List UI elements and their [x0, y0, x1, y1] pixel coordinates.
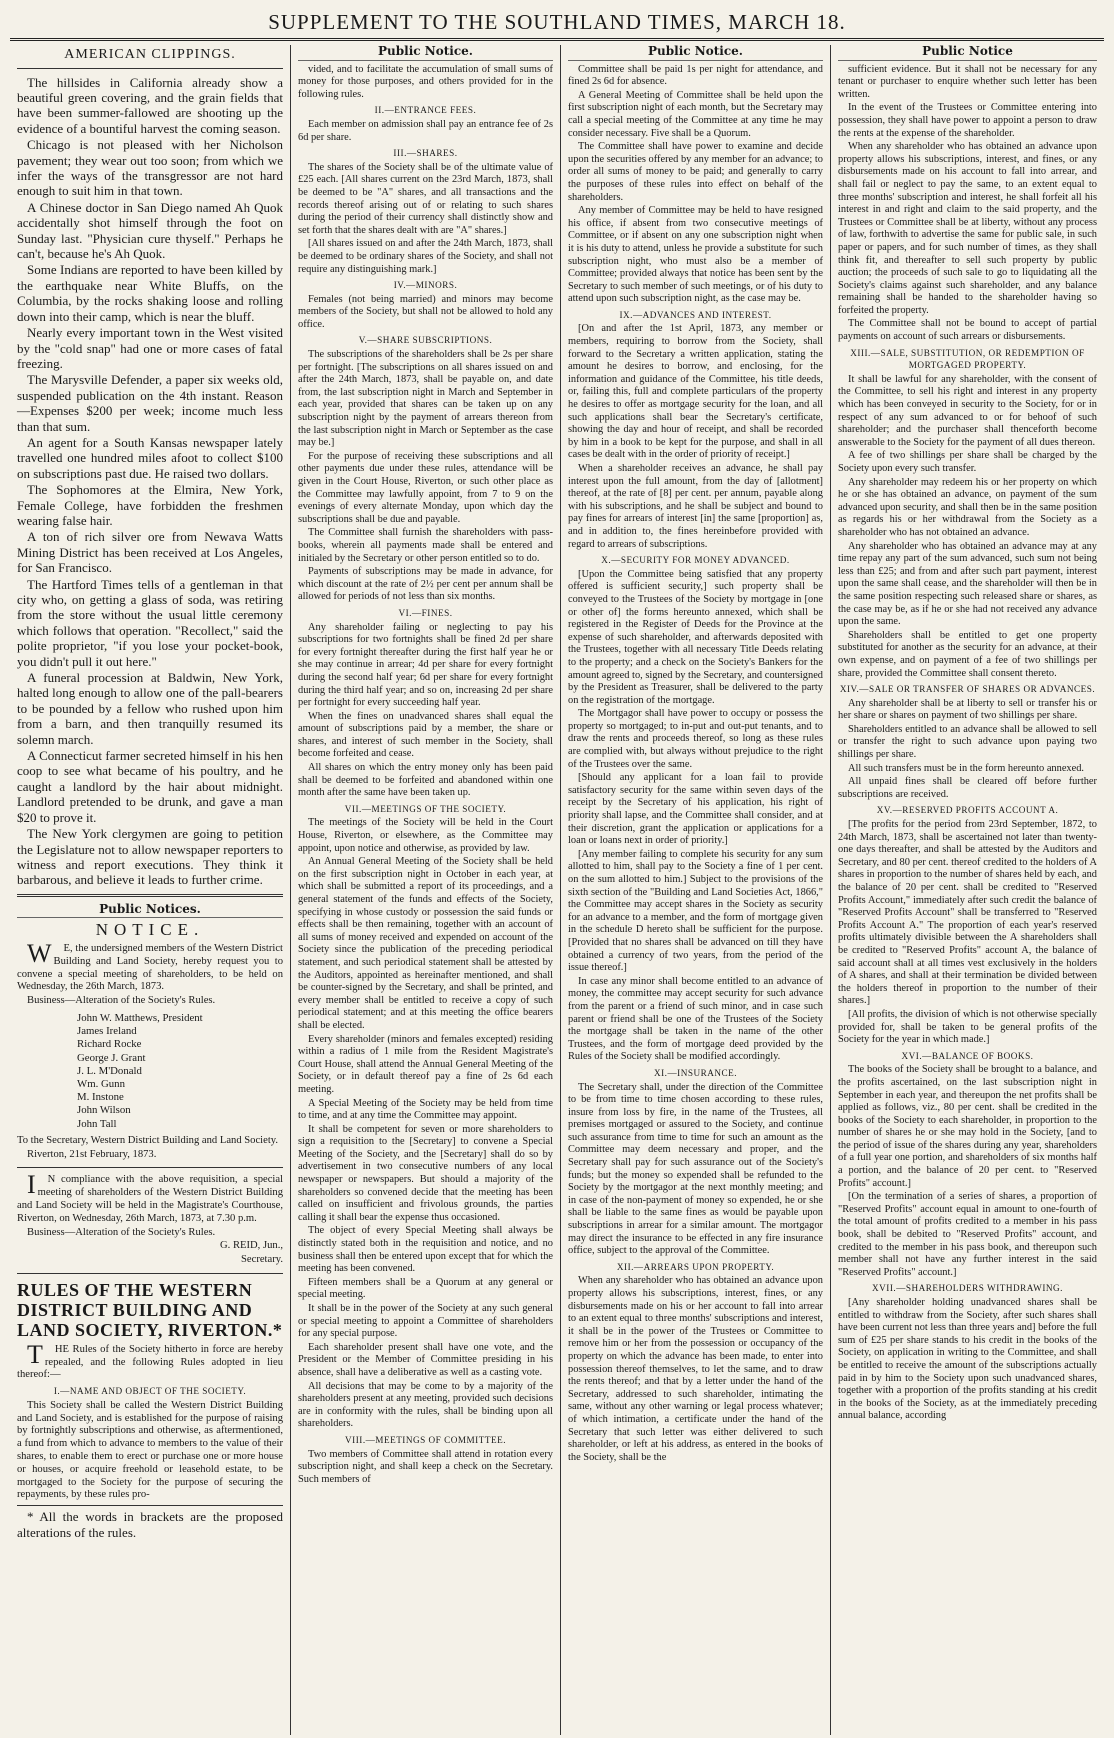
rule-paragraph: sufficient evidence. But it shall not be necessary for any tenant or purchaser to enquire whether such letter has been written. — [838, 63, 1097, 100]
clipping-paragraph: Some Indians are reported to have been killed by the earthquake near White Bluffs, on the Columbia, by the rocks shaking loose and rolling down into their camp, which is near the bluff. — [17, 262, 283, 324]
rule-1-heading: I.—NAME AND OBJECT OF THE SOCIETY. — [53, 1386, 247, 1397]
rule-paragraph: It shall be in the power of the Society at any such general or special meeting to appoint a Committee of shareholders for any special purpose. — [298, 1303, 553, 1340]
rule-paragraph: The Committee shall not be bound to accept of partial payments on account of such arrears or disbursements. — [838, 318, 1097, 343]
rule-section-heading: II.—ENTRANCE FEES. — [374, 105, 477, 116]
signatory-name: John Tall — [77, 1117, 117, 1130]
rule-paragraph: [All profits, the division of which is not otherwise specially provided for, shall be taken to be general profits of the Society for the year in which made.] — [838, 1008, 1097, 1046]
rule-paragraph: The books of the Society shall be brought to a balance, and the profits ascertained, on the last subscription night in September in each year, and thereupon the net profits shall be applied as follows, viz., 80 per cent. shall be credited in the books of the Society to each shareholder, in proportion to the number of shares he or she may hold in the Society, [and to the period of issue of the shares during any year, shareholders of a full year one portion, and shareholders of six months half a portion, and the balance of 20 per cent. to "Reserved Profits" account.] — [838, 1064, 1097, 1189]
rule-paragraph: Each member on admission shall pay an entrance fee of 2s 6d per share. — [298, 118, 553, 143]
rule-paragraph: Committee shall be paid 1s per night for attendance, and fined 2s 6d for absence. — [568, 63, 823, 88]
rule-paragraph: A Special Meeting of the Society may be held from time to time, and at any time the Committee may appoint. — [298, 1097, 553, 1122]
clipping-paragraph: An agent for a South Kansas newspaper lately travelled one hundred miles afoot to collect $100 on subscriptions past due. He raised two dollars. — [17, 434, 283, 481]
rule-section-heading: XII.—ARREARS UPON PROPERTY. — [616, 1261, 775, 1272]
rule-paragraph: Payments of subscriptions may be made in advance, for which discount at the rate of 2½ per cent per annum shall be allowed for periods of not less than six months. — [298, 566, 553, 603]
rule-section-heading: XI.—INSURANCE. — [653, 1067, 738, 1078]
clipping-paragraph: Chicago is not pleased with her Nicholson pavement; they wear out too soon; from which we infer the ways of the transgressor are not hard enough to suit him in that town. — [17, 137, 283, 199]
clipping-paragraph: A funeral procession at Baldwin, New York, halted long enough to allow one of the pall-bearers to be pounded by a fellow who rushed upon him from a barn, and then tranquilly resumed its solemn march. — [17, 670, 283, 747]
notice-body: WE, the undersigned members of the Western District Building and Land Society, hereby request you to convene a special meeting of shareholders, to be held on Wednesday, the 26th March, 1873. — [17, 938, 283, 993]
column-4-body — [838, 64, 1097, 1423]
rule-paragraph: When any shareholder who has obtained an advance upon property allows his subscriptions, interest, fines, or any disbursements made on his or her account to fall into arrear to an extent equal to three months' subscriptions and interest, it shall be in the power of the Trustees or Committee to remove him or her from the possession or occupancy of the property on which the advance has been made, to enter into possession thereof themselves, to let the same, and to draw the rents thereof; and that by a letter under the hand of the Secretary, addressed to such shareholder, intimating the same, without any other warning or legal process whatever; of which intimation, a certificate under the hand of the Secretary that such letter was either delivered to such shareholder, or left at his address, as entered in the books of the Society, shall be the — [568, 1275, 823, 1463]
rule-paragraph: All decisions that may be come to by a majority of the shareholders present at any meeting, provided such decisions are in conformity with the rules, shall be binding upon all shareholders. — [298, 1380, 553, 1430]
rule-section-heading: III.—SHARES. — [393, 148, 458, 159]
clipping-paragraph: The hillsides in California already show a beautiful green covering, and the grain fields that have been summer-fallowed are shooting up the evidence of a bountiful harvest the coming season. — [17, 74, 283, 136]
rule-paragraph: A fee of two shillings per share shall be charged by the Society upon every such transfer. — [838, 450, 1097, 474]
rule-paragraph: [Upon the Committee being satisfied that any property offered is sufficient security,] such property shall be conveyed to the Trustees of the Society by mortgage in [one or other of] the forms hereunto annexed, which shall be registered in the Register of Deeds for the Province at the expense of such shareholder, and afterwards deposited with the Trustees, together with all necessary Title Deeds relating to the property; and a check on the Society's Bankers for the amount agreed to, signed by the Secretary, and countersigned by the President as Treasurer, shall be delivered to the party on the registration of the mortgage. — [568, 568, 823, 706]
rule-paragraph: The shares of the Society shall be of the ultimate value of £25 each. [All shares current on the 23rd March, 1873, shall be deemed to be "A" shares, and all transactions and the records thereof arising out of or relating to such shares during the period of their currency shall distinctly show and set forth that the shares dealt with are "A" shares.] — [298, 161, 553, 236]
rule-paragraph: For the purpose of receiving these subscriptions and all other payments due under these rules, attendance will be given in the Court House, Riverton, or such other place as the Committee may lawfully appoint, from 7 to 9 on the evenings of every alternate Monday, upon which day the subscriptions shall be due and payable. — [298, 450, 553, 525]
masthead-rule — [10, 38, 1104, 41]
public-notice-heading: Public Notice. — [298, 45, 553, 61]
signed-name: G. REID, Jun., — [220, 1240, 283, 1252]
column-2 — [290, 45, 560, 1735]
clipping-paragraph: A Chinese doctor in San Diego named Ah Quok accidentally shot himself through the foot on Sunday last. "Physician cure thyself." Perhaps he can't, because he's Ah Quok. — [17, 199, 283, 262]
rule-section-heading: VII.—MEETINGS OF THE SOCIETY. — [344, 803, 507, 814]
rule-section-heading: XVI.—BALANCE OF BOOKS. — [901, 1050, 1034, 1061]
rule-paragraph: The subscriptions of the shareholders shall be 2s per share per fortnight. [The subscriptions on all shares issued on and after the 24th March, 1873, shall be payable on, and date from, the last subscription night in March and September in each year, provided that shares can be taken up on any subscription night by the payment of arrears thereon from the last subscription night in March or September as the case may be.] — [298, 349, 553, 449]
clipping-paragraph: The New York clergymen are going to petition the Legislature not to allow newspaper reporters to witness and report executions. They think it barbarous, and believe it leads to further crime. — [17, 826, 283, 888]
masthead: SUPPLEMENT TO THE SOUTHLAND TIMES, MARCH 18. — [268, 10, 846, 34]
signatory-name: James Ireland — [77, 1025, 137, 1038]
column-1 — [10, 45, 290, 1735]
rule-paragraph: In the event of the Trustees or Committee entering into possession, they shall have power to appoint a person to draw the rents at the expense of the shareholder. — [838, 102, 1097, 139]
rules-intro: THE Rules of the Society hitherto in force are hereby repealed, and the following Rules adopted in lieu thereof:— — [17, 1339, 283, 1381]
notice-title: NOTICE. — [95, 920, 205, 940]
clipping-paragraph: A Connecticut farmer secreted himself in his hen coop to see what became of his poultry, and he caught a landlord by the hair about midnight. Landlord pretended to be drunk, and gave a man $20 to prove it. — [17, 748, 283, 825]
signatory-name: George J. Grant — [77, 1051, 146, 1064]
rule-section-heading: XIII.—SALE, SUBSTITUTION, OR REDEMPTION OF MORTGAGED PROPERTY. — [850, 347, 1085, 371]
rule-paragraph: Shareholders shall be entitled to get one property substituted for another as the security for an advance, at their own expense, and on payment of a fee of two shillings per share, provided the Committee shall consent thereto. — [838, 629, 1097, 679]
rule-paragraph: [On and after the 1st April, 1873, any member or members, requiring to borrow from the Society, shall forward to the Secretary a written application, stating the amount he desires to borrow, and enclosing, for the information and guidance of the Committee, his title deeds, or, failing this, full and complete particulars of the property he desires to offer as mortgage security for the loan, and all such applications shall bear the Secretary's certificate, showing the day and hour of receipt, and shall be recorded by him in a book to be kept for the purpose, and shall in all cases be dealt with in the order of priority of receipt.] — [568, 323, 823, 461]
rule-paragraph: It shall be competent for seven or more shareholders to sign a requisition to the [Secretary] to convene a Special Meeting of the Society, and the [Secretary] shall do so by advertisement in two consecutive numbers of any local newspaper or newspapers. But should a majority of the shareholders so convened decide that the meeting has been called on insufficient and frivolous grounds, the parties calling it shall bear the expense thus occasioned. — [298, 1123, 553, 1223]
rule-section-heading: IV.—MINORS. — [393, 280, 458, 291]
rule-paragraph: [All shares issued on and after the 24th March, 1873, shall be deemed to be ordinary shares of the Society, and shall not require any distinguishing mark.] — [298, 238, 553, 275]
public-notice-heading: Public Notice — [838, 45, 1097, 61]
rule-section-heading: XVII.—SHAREHOLDERS WITHDRAWING. — [872, 1283, 1063, 1294]
clipping-paragraph: Nearly every important town in the West visited by the "cold snap" had one or more cases of fatal freezing. — [17, 325, 283, 371]
rule-paragraph: Fifteen members shall be a Quorum at any general or special meeting. — [298, 1276, 553, 1301]
public-notice-heading: Public Notice. — [568, 45, 823, 61]
signatory-name: Richard Rocke — [77, 1038, 142, 1051]
rule-section-heading: X.—SECURITY FOR MONEY ADVANCED. — [601, 555, 790, 566]
signed-role: Secretary. — [241, 1254, 283, 1266]
rule-paragraph: Females (not being married) and minors may become members of the Society, but shall not be allowed to hold any office. — [298, 293, 553, 330]
rule-paragraph: When a shareholder receives an advance, he shall pay interest upon the full amount, from the day of [allotment] thereof, at the rate of [8] per cent. per annum, payable along with his subscriptions, and he shall be subject and bound to pay fines for arrears of interest [in] the same [proportion] as, and in addition to, the fines hereinbefore provided with regard to arrears of subscriptions. — [568, 463, 823, 550]
rule-paragraph: When any shareholder who has obtained an advance upon property allows his subscriptions, interest, and fines, or any disbursements made on his account to fall into arrear, and shall fail or neglect to pay the same, to an extent equal to three months' subscription and interest, he shall forfeit all his interest in and right and claim to the said property, and the Trustees or Committee shall be at liberty, without any process of law, forthwith to advertise the same for public sale, in such paper or papers, and for such number of times, as they shall think fit, and thereafter to sell such property by public auction; the proceeds of such sale to go to liquidating all the Society's claims against such shareholder, and any balance remaining shall be handed to the shareholder having so forfeited the property. — [838, 141, 1097, 316]
rule-paragraph: Shareholders entitled to an advance shall be allowed to sell or transfer the right to such advance upon paying two shillings per share. — [838, 723, 1097, 761]
signatory-name: M. Instone — [77, 1091, 124, 1104]
signatory-name: John Wilson — [77, 1104, 131, 1117]
rule-paragraph: Any shareholder failing or neglecting to pay his subscriptions for two fortnights shall be fined 2d per share for every fortnight thereafter during the first half year he or she may continue in arrear; 4d per share for every fortnight during the second half year; 6d per share for every fortnight during the third half year; and so on, increasing 2d per share per fortnight for every succeeding half year. — [298, 621, 553, 709]
rule-paragraph: All unpaid fines shall be cleared off before further subscriptions are received. — [838, 776, 1097, 800]
signatory-name: J. L. M'Donald — [77, 1064, 142, 1077]
rule-section-heading: VI.—FINES. — [398, 607, 453, 618]
rule-paragraph: The meetings of the Society will be held in the Court House, Riverton, or elsewhere, as the Committee may appoint, upon notice and otherwise, as provided by law. — [298, 817, 553, 854]
column-3 — [560, 45, 830, 1735]
rule-paragraph: Two members of Committee shall attend in rotation every subscription night, and shall keep a check on the Secretary. Such members of — [298, 1448, 553, 1485]
rule-paragraph: All such transfers must be in the form hereunto annexed. — [848, 762, 1085, 774]
rule-paragraph: [Any member failing to complete his security for any sum allotted to him, shall pay to the Society a fine of 1 per cent. on the sum allotted to him.] Subject to the provisions of the sixth section of the "Building and Land Societies Act, 1866," the Committee may accept shares in the Society as security for an advance to a member, and the form of mortgage given in the schedule D hereto shall be sufficient for the purpose. [Provided that no shares shall be advanced on till they have obtained a currency of two years, from the period of the issue thereof.] — [568, 848, 823, 974]
rule-section-heading: XIV.—SALE OR TRANSFER OF SHARES OR ADVANCES. — [839, 684, 1096, 695]
rule-section-heading: VIII.—MEETINGS OF COMMITTEE. — [345, 1434, 506, 1445]
signatory-name: John W. Matthews, President — [77, 1011, 203, 1024]
rule-paragraph: Any shareholder shall be at liberty to sell or transfer his or her share or shares on payment of two shillings per share. — [838, 697, 1097, 722]
notice-business: Business—Alteration of the Society's Rules. — [27, 995, 216, 1007]
rule-section-heading: XV.—RESERVED PROFITS ACCOUNT A. — [876, 805, 1059, 816]
rule-paragraph: Any member of Committee may be held to have resigned his office, if absent from two consecutive meetings of Committee, or if absent on any one subscription night when it is his duty to attend, unless he provide a substitute for such subscription night, who must also be a member of Committee; provided always that notice has been sent by the Secretary to such member of such meetings, or of his duty to attend upon such subscription night, as the case may be. — [568, 205, 823, 305]
rule-paragraph: Any shareholder may redeem his or her property on which he or she has obtained an advance, on payment of the sum advanced upon security, and shall then be in the same position as regards his or her withdrawal from the Society as a shareholder who has not obtained an advance. — [838, 476, 1097, 538]
rule-paragraph: Each shareholder present shall have one vote, and the President or the Member of Committee presiding in his absence, shall have a deliberative as well as a casting vote. — [298, 1341, 553, 1378]
rule-paragraph: [On the termination of a series of shares, a proportion of "Reserved Profits" account equal in amount to one-fourth of the total amount of profits credited to a member in his pass book, shall be debited to "Reserved Profits" account, and credited to the member in his pass book, and thereupon such member shall not have any further interest in the said "Reserved Profits" account.] — [838, 1191, 1097, 1278]
rule-paragraph: Every shareholder (minors and females excepted) residing within a radius of 1 mile from the Resident Magistrate's Court House, shall attend the Annual General Meeting of the Society, or in default thereof pay a fine of 2s 6d each meeting. — [298, 1033, 553, 1095]
signatory-name: Wm. Gunn — [77, 1077, 125, 1090]
clippings-list — [17, 75, 283, 888]
rule-section-heading: V.—SHARE SUBSCRIPTIONS. — [358, 335, 493, 346]
clipping-paragraph: A ton of rich silver ore from Newava Watts Mining District has been received at Los Angeles, for San Francisco. — [17, 529, 283, 576]
rule-paragraph: vided, and to facilitate the accumulation of small sums of money for those purposes, and others provided for in the following rules. — [298, 63, 553, 100]
rule-paragraph: [Any shareholder holding unadvanced shares shall be entitled to withdraw from the Society, after such shares shall have been current not less than three years and] before the full sum of £25 per share stands to his credit in the books of the Society, on application in writing to the Committee, and shall be entitled to receive the amount of the subscriptions actually paid in by him to the Society upon such unadvanced shares, together with a proportion of the profits standing at his credit in the books of the Society, as at the immediately preceding annual balance, according — [838, 1297, 1097, 1422]
columns — [10, 45, 1104, 1735]
public-notices-heading: Public Notices. — [17, 903, 283, 919]
signatories-list — [77, 1012, 283, 1131]
rule-paragraph: All shares on which the entry money only has been paid shall be deemed to be forfeited and abandoned within one month after the same have been taken up. — [298, 762, 553, 799]
rule-paragraph: The Committee shall have power to examine and decide upon the securities offered by any member for an advance; to order all sums of money to be paid; and generally to carry the purposes of these rules into effect on behalf of the shareholders. — [568, 141, 823, 203]
rule-paragraph: [The profits for the period from 23rd September, 1872, to 24th March, 1873, shall be ascertained not later than twenty-one days thereafter, and shall be attested by the Auditors and Secretary, and 80 per cent. thereof credited to the holders of A shares in proportion to the number of shares held by each, and the balance of 20 per cent. shall be credited to "Reserved Profits Account," immediately after such credit the balance of "Reserved Profits Account" shall be transferred to "Reserved Profits Account A." The proportion of each year's reserved profits ultimately divisible between the A shareholders shall be credited to "Reserved Profits" account A, the balance of said account shall at all times vest exclusively in the holders of A shares, and shall at their termination be divided between the holders thereof in proportion to the number of their shares.] — [838, 819, 1097, 1007]
rules-title: RULES OF THE WESTERN DISTRICT BUILDING AND LAND SOCIETY, RIVERTON.* — [17, 1279, 283, 1340]
rule-paragraph: The object of every Special Meeting shall always be distinctly stated both in the requisition and notice, and no business shall then be entered upon except that for which the meeting has been convened. — [298, 1225, 553, 1275]
rule-paragraph: The Secretary shall, under the direction of the Committee to be from time to time chosen according to these rules, insure from loss by fire, in the name of the Trustees, all premises mortgaged or assured to the Society, and continue such assurance from time to time for such an amount as the Committee may deem necessary and proper, and the Secretary shall pay for such assurance out of the Society's funds; but the money so expended shall be refunded to the Society by the mortgagor at the next monthly meeting; and in case of the non-payment of money so expended, he or she shall be liable to the same fines as would be payable upon subscriptions in arrear for a similar amount. The mortgagor may direct the insurance to be effected in any fire insurance office, subject to the approval of the Committee. — [568, 1081, 823, 1257]
rule-paragraph: In case any minor shall become entitled to an advance of money, the committee may accept security for such advance from the parent or a friend of such minor, and in case such parent or friend shall be one of the Trustees of the Society the mortgage shall be taken in the name of the other Trustees, and the form of mortgage deed provided by the Rules of the Society shall be modified accordingly. — [568, 975, 823, 1063]
column-4 — [830, 45, 1104, 1735]
notice-to-line: To the Secretary, Western District Building and Land Society. — [17, 1134, 279, 1146]
divider — [17, 1167, 283, 1168]
notice-date-line: Riverton, 21st February, 1873. — [27, 1148, 157, 1160]
rule-paragraph: Any shareholder who has obtained an advance may at any time repay any part of the sum advanced, such sum not being less than £25; and from and after such part payment, interest upon the same shall cease, and the shareholder will then be in the same position respecting such released share or shares, as the case may be, as if he or she had not received any advance upon the same. — [838, 540, 1097, 628]
divider — [17, 894, 283, 897]
clipping-paragraph: The Sophomores at the Elmira, New York, Female College, have forbidden the freshmen wearing false hair. — [17, 482, 283, 528]
compliance-business: Business—Alteration of the Society's Rules. — [27, 1226, 216, 1238]
divider — [17, 1273, 283, 1274]
footnote: * All the words in brackets are the proposed alterations of the rules. — [17, 1509, 283, 1540]
rule-paragraph: When the fines on unadvanced shares shall equal the amount of subscriptions paid by a member, the share or shares, and interest of such member in the Society, shall become forfeited and cease. — [298, 710, 553, 760]
divider — [17, 68, 283, 69]
column-3-body — [568, 64, 823, 1465]
divider — [17, 1505, 283, 1506]
rule-paragraph: It shall be lawful for any shareholder, with the consent of the Committee, to sell his right and interest in any property which has been conveyed in security to the Society, for or in respect of any sum advanced to or for behoof of such shareholder; and the purchaser shall thenceforth become answerable to the Society for the payment of all dues thereon. — [838, 373, 1097, 448]
clipping-paragraph: The Hartford Times tells of a gentleman in that city who, on getting a glass of soda, was retiring from the store without the usual little ceremony which follows that operation. "Recollect," said the polite proprietor, "if you lose your pocket-book, you didn't pull it out here." — [17, 576, 283, 669]
rule-paragraph: A General Meeting of Committee shall be held upon the first subscription night of each month, but the Secretary may call a special meeting of the Committee at any time he may consider necessary. Five shall be a Quorum. — [568, 89, 823, 139]
rule-paragraph: [Should any applicant for a loan fail to provide satisfactory security for the same within seven days of the receipt by the Secretary of his application, his right of priority shall lapse, and the Committee shall consider, and at their discretion, grant the application or applications for a loan or loans next in order of priority.] — [568, 772, 823, 847]
column-2-body — [298, 64, 553, 1487]
rule-1-body: This Society shall be called the Western District Building and Land Society, and is established for the purpose of raising by fortnightly subscriptions and otherwise, as aftermentioned, a fund from which to advance to members to the value of their shares, to enable them to erect or purchase one or more house or houses, or acquire freehold or leasehold estate, to be mortgaged to the Society for the purpose of securing the repayments, by these rules pro- — [17, 1399, 283, 1501]
rule-paragraph: The Mortgagor shall have power to occupy or possess the property so mortgaged; to in-put and out-put tenants, and to draw the rents and proceeds thereof, so long as these rules are complied with, but always without prejudice to the right of the Trustees over the same. — [568, 708, 823, 770]
rule-section-heading: IX.—ADVANCES AND INTEREST. — [619, 309, 772, 320]
rule-paragraph: An Annual General Meeting of the Society shall be held on the first subscription night in October in each year, at which shall be submitted a report of its proceedings, and a general statement of the funds and effects of the Society, specifying in whose custody or possession the said funds or effects shall be then remaining, together with an account of all sums of money received and expended on account of the Society since the publication of the preceding periodical statement, and such periodical statement shall be attested by the Auditors, appointed as hereinafter mentioned, and shall be counter-signed by the Secretary, and shall be printed, and every member shall be entitled to receive a copy of such periodical statement; and at this meeting the office bearers shall be elected. — [298, 856, 553, 1031]
rule-paragraph: The Committee shall furnish the shareholders with pass-books, wherein all payments made shall be entered and initialed by the Secretary or other person entitled so to do. — [298, 527, 553, 564]
compliance-notice: IN compliance with the above requisition, a special meeting of shareholders of the Western District Building and Land Society will be held in the Magistrate's Courthouse, Riverton, on Wednesday, 26th March, 1873, at 7.30 p.m. — [17, 1170, 283, 1224]
american-clippings-heading: AMERICAN CLIPPINGS. — [64, 47, 236, 62]
clipping-paragraph: The Marysville Defender, a paper six weeks old, suspended publication on the 4th instant. Reason—Expenses $200 per week; income much less than that sum. — [17, 372, 283, 434]
